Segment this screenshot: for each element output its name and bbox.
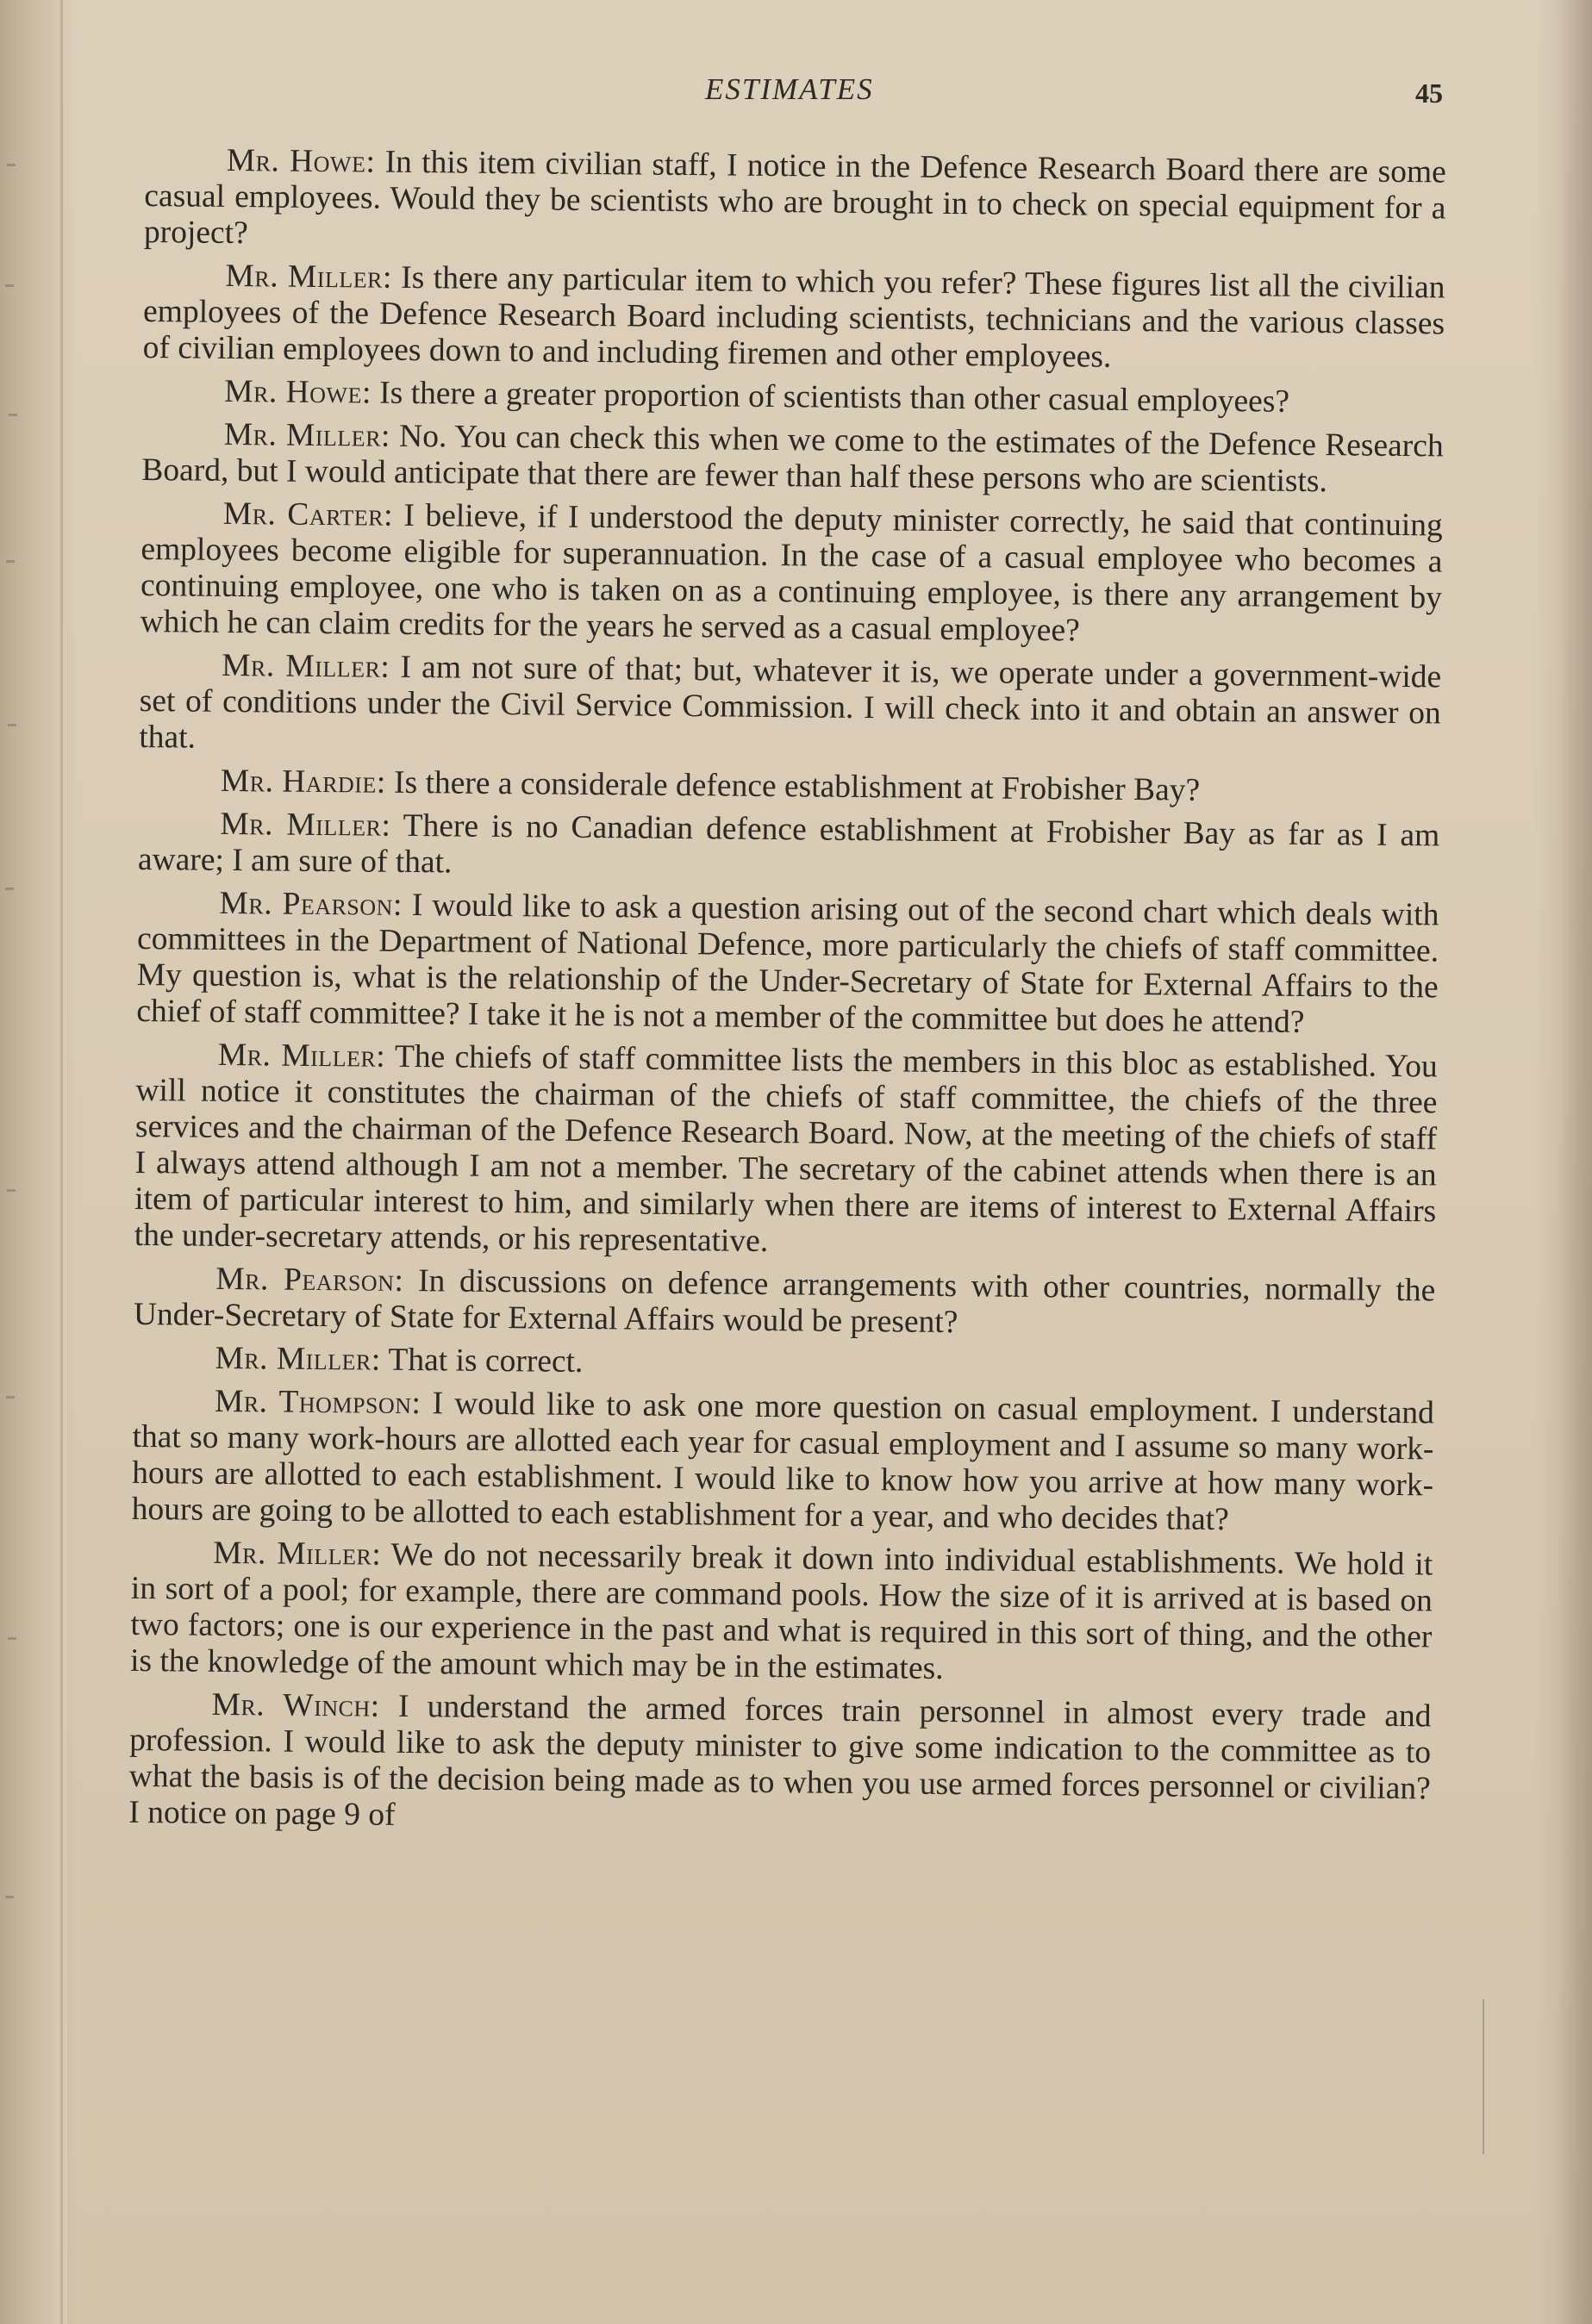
speaker-name: Mr. Miller:: [217, 1037, 386, 1075]
margin-speck: [6, 560, 15, 563]
page-gutter: [0, 0, 67, 2324]
speech-text: There is no Canadian defence establishment at Frobisher Bay as far as I am aware; I am sure of that.: [137, 807, 1440, 881]
margin-speck: [9, 414, 17, 416]
margin-speck: [7, 1189, 16, 1192]
margin-speck: [5, 1896, 14, 1898]
speaker-name: Mr. Pearson:: [215, 1261, 404, 1299]
speech-text: No. You can check this when we come to the estimates of the Defence Research Board, but I would anticipate that there are fewer than half these persons who are scientists.: [141, 418, 1444, 500]
speaker-name: Mr. Miller:: [225, 258, 393, 296]
speech-text: Is there a considerale defence establishment at Frobisher Bay?: [385, 764, 1201, 808]
paragraph: [138, 806, 1440, 890]
paragraph: [140, 495, 1443, 652]
speech-text: I believe, if I understood the deputy minister correctly, he said that continuing employees become eligible for superannuation. In the case of a casual employee who becomes a continuing employee, one who is taken on as a continuing employee, is there any arrangement by which he can claim credits for the years he served as a casual employee?: [140, 497, 1443, 649]
speech-text: In this item civilian staff, I notice in the Defence Research Board there are some casual employees. Would they be scientists who are brought in to check on special equipment for a project?: [143, 144, 1446, 252]
transcript-body: [125, 142, 1446, 2222]
page-header: [0, 71, 1592, 114]
speech-text: Is there a greater proportion of scientists than other casual employees?: [371, 375, 1290, 420]
speaker-name: Mr. Miller:: [221, 647, 390, 685]
paragraph: [141, 416, 1444, 501]
gutter-shadow: [60, 0, 63, 2324]
page-number: 45: [1415, 78, 1443, 109]
speaker-name: Mr. Miller:: [213, 1535, 382, 1573]
paragraph: [134, 1261, 1436, 1345]
speech-text: I am not sure of that; but, whatever it is, we operate under a government-wide set of conditions under the Civil Service Commission. I will check into it and obtain an answer on that.: [139, 649, 1442, 756]
speaker-name: Mr. Hardie:: [220, 763, 386, 801]
speaker-name: Mr. Miller:: [220, 806, 391, 844]
paragraph: [144, 142, 1446, 263]
paragraph: [139, 647, 1441, 768]
running-title: ESTIMATES: [705, 72, 874, 106]
paragraph: [128, 1686, 1432, 1843]
margin-speck: [5, 888, 14, 890]
speaker-name: Mr. Miller:: [215, 1340, 381, 1378]
speech-text: The chiefs of staff committee lists the members in this bloc as established. You will notice it constitutes the chairman of the chiefs of staff committee, the chiefs of the three services and the chairman of the Defence Research Board. Now, at the meeting of the chiefs of staff I always attend although I am not a member. The secretary of the cabinet attends when there is an item of particular interest to him, and similarly when there are items of interest to External Affairs the under-secretary attends, or his representative.: [134, 1038, 1438, 1259]
speaker-name: Mr. Miller:: [223, 416, 391, 454]
speaker-name: Mr. Howe:: [226, 142, 376, 180]
margin-speck: [6, 1396, 15, 1399]
margin-speck: [8, 724, 16, 726]
page-right-edge: [1558, 0, 1592, 2324]
paragraph: [132, 1383, 1435, 1540]
speaker-name: Mr. Winch:: [211, 1686, 380, 1724]
speech-text: We do not necessarily break it down into individual establishments. We hold it in sort of a pool; for example, there are command pools. How the size of it is arrived at is based on two factors; one is our experience in the past and what is required in this sort of thing, and the other is the knowledge of the amount which may be in the estimates.: [129, 1536, 1433, 1686]
paragraph: [142, 373, 1444, 421]
speaker-name: Mr. Howe:: [224, 373, 372, 411]
speech-text: I would like to ask a question arising out of the second chart which deals with committees in the Department of National Defence, more particularly the chiefs of staff committee. My question is, what is the relationship of the Under-Secretary of State for External Affairs to the chief of staff committee? I take it he is not a member of the committee but does he attend?: [136, 887, 1439, 1040]
speech-text: Is there any particular item to which you refer? These figures list all the civilian employees of the Defence Research Board including scientists, technicians and the various classes of civilian employees down to and including firemen and other employees.: [142, 259, 1445, 375]
speech-text: In discussions on defence arrangements with other countries, normally the Under-Secretary of State for External Affairs would be present?: [133, 1262, 1436, 1341]
margin-speck: [7, 164, 16, 166]
paragraph: [143, 258, 1445, 378]
margin-speck: [8, 1637, 16, 1640]
speaker-name: Mr. Carter:: [222, 495, 394, 533]
paragraph: [134, 1037, 1438, 1266]
speech-text: I would like to ask one more question on casual employment. I understand that so many work-hours are allotted each year for casual employment and I assume so many work-hours are allotted to each establishment. I would like to know how you arrive at how many work-hours are going to be allotted to each establishment for a year, and who decides that?: [131, 1386, 1435, 1538]
paragraph: [136, 885, 1439, 1042]
margin-speck: [5, 284, 14, 287]
paragraph: [130, 1535, 1433, 1692]
speaker-name: Mr. Pearson:: [219, 885, 403, 923]
paragraph: [133, 1340, 1434, 1388]
paragraph: [139, 763, 1440, 811]
speech-text: That is correct.: [380, 1342, 584, 1380]
speaker-name: Mr. Thompson:: [214, 1383, 421, 1422]
pencil-mark: [1483, 1999, 1484, 2154]
speech-text: I understand the armed forces train personnel in almost every trade and profession. I would like to ask the deputy minister to give some indication to the committee as to what the basis is of the decision being made as to when you use armed forces personnel or civilian? I notice on page 9 of: [128, 1688, 1432, 1833]
